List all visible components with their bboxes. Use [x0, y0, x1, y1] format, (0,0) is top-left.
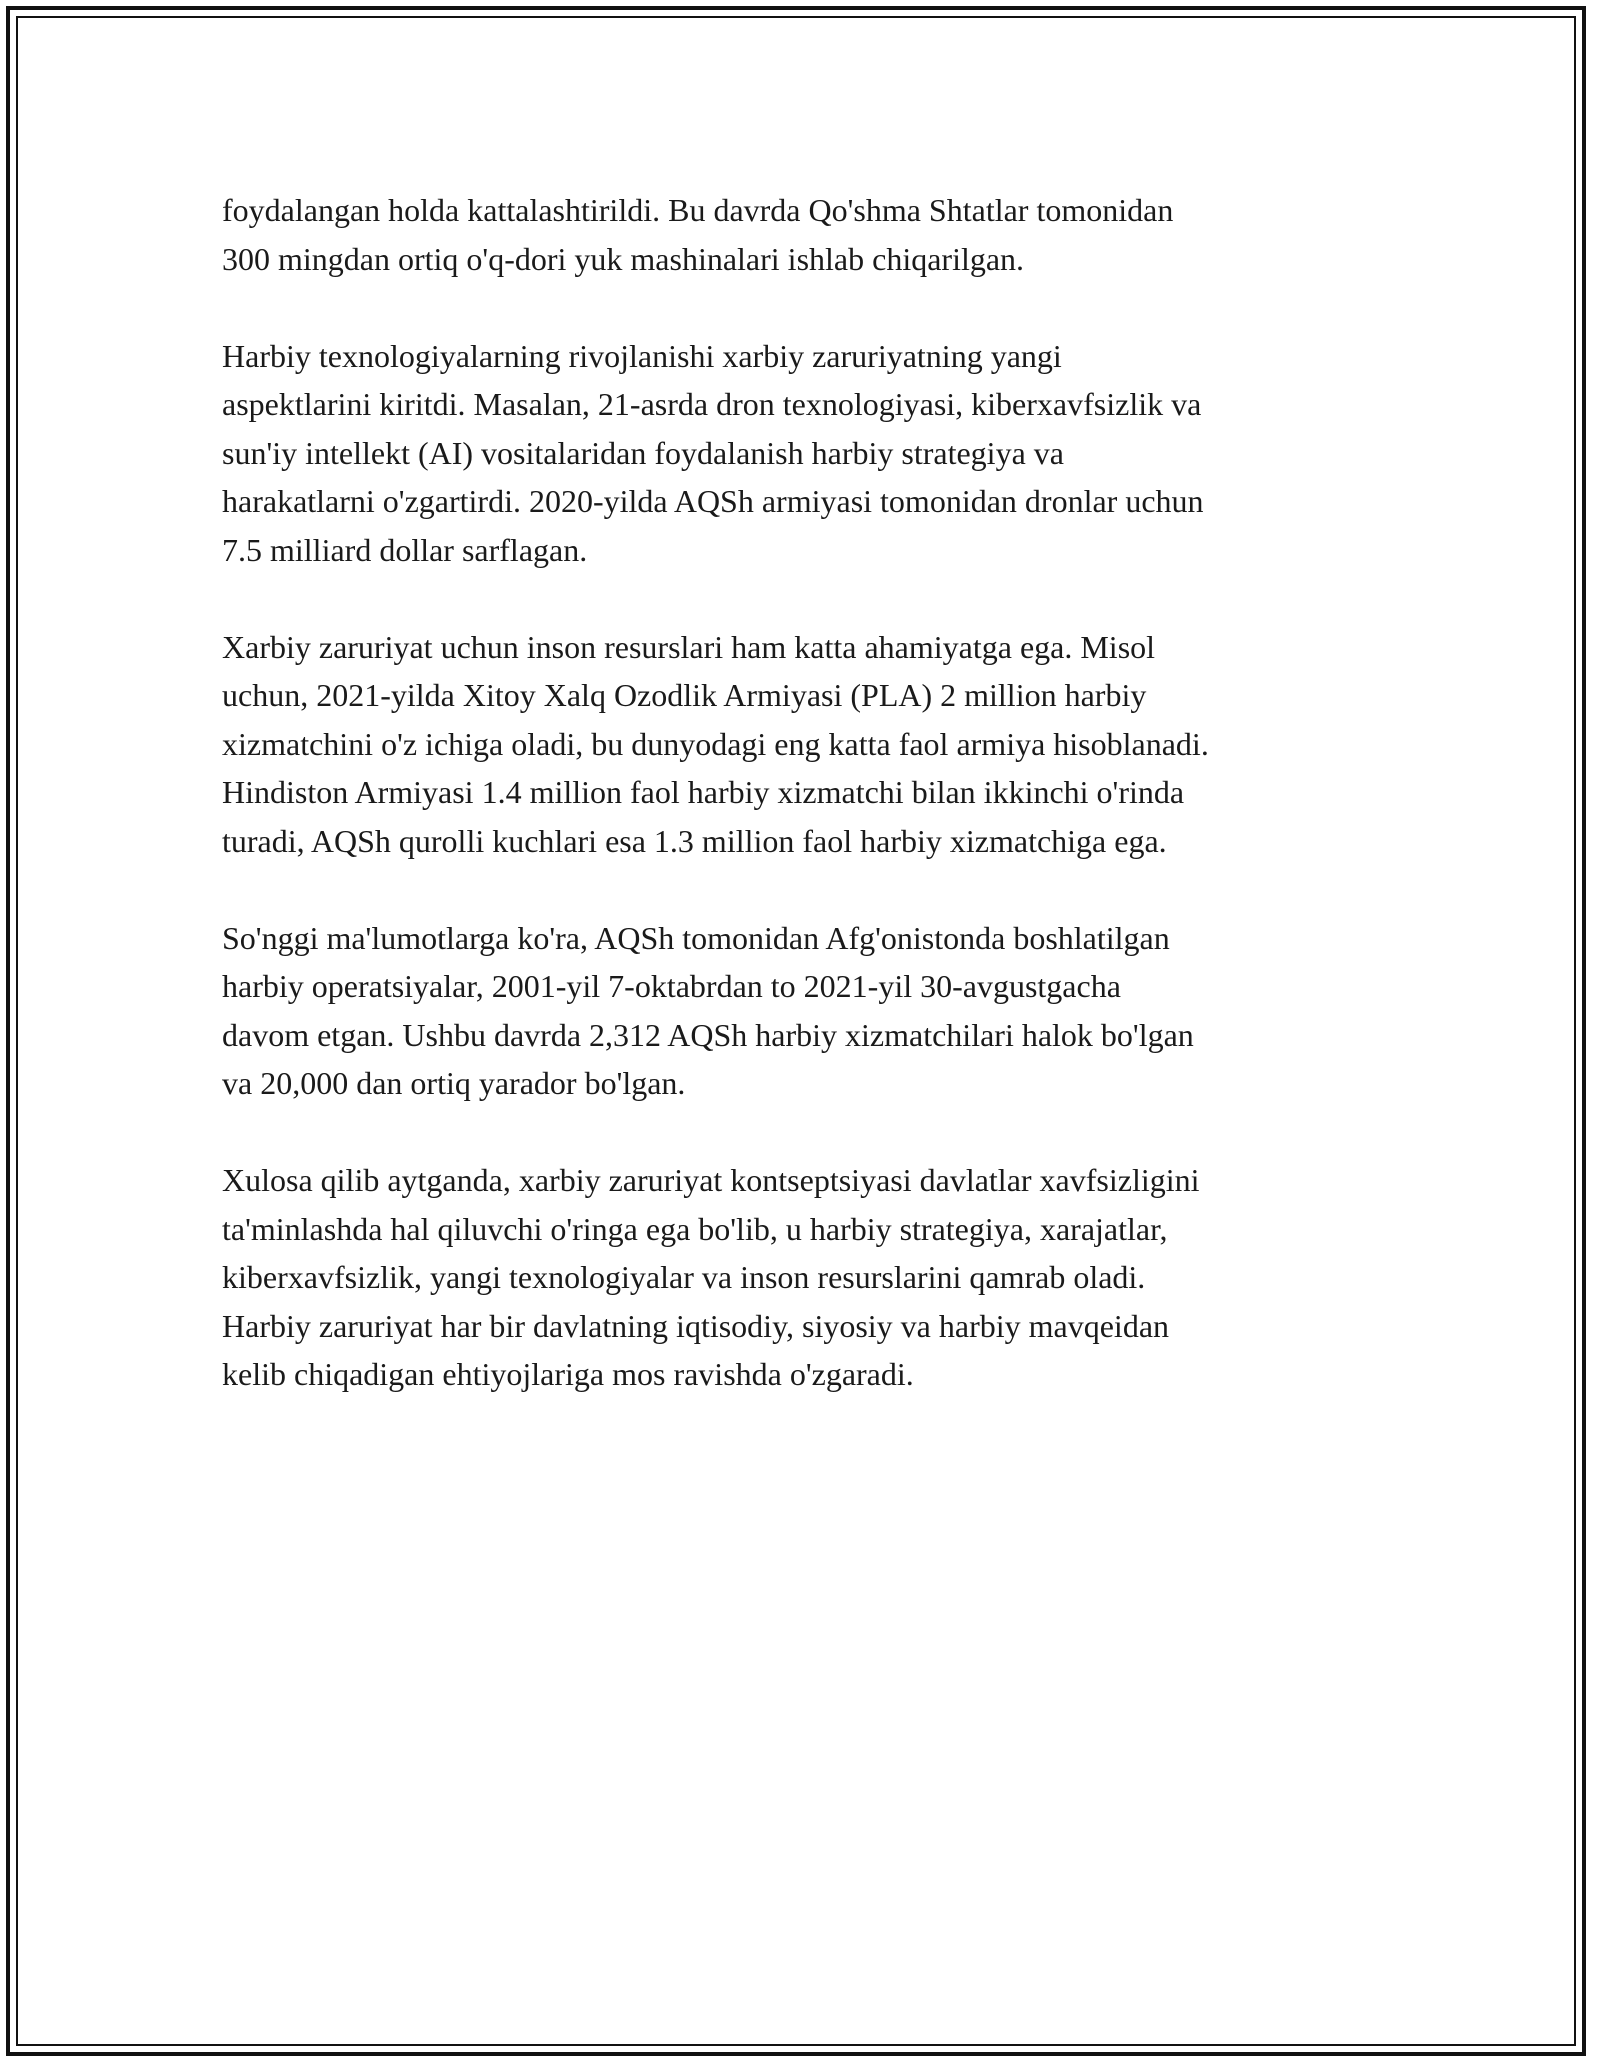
text-line: harbiy operatsiyalar, 2001-yil 7-oktabrdan to 2021-yil 30-avgustgacha [222, 968, 1121, 1004]
text-line: 300 mingdan ortiq o'q-dori yuk mashinalari ishlab chiqarilgan. [222, 240, 1025, 277]
paragraph-4 [222, 914, 1372, 1108]
text-line: kelib chiqadigan ehtiyojlariga mos ravishda o'zgaradi. [222, 1356, 914, 1392]
text-line: turadi, AQSh qurolli kuchlari esa 1.3 million faol harbiy xizmatchiga ega. [222, 822, 1167, 859]
text-line: harakatlarni o'zgartirdi. 2020-yilda AQSh armiyasi tomonidan dronlar uchun [222, 483, 1204, 519]
text-line: ta'minlashda hal qiluvchi o'ringa ega bo'lib, u harbiy strategiya, xarajatlar, [222, 1210, 1168, 1247]
text-line: Hindiston Armiyasi 1.4 million faol harbiy xizmatchi bilan ikkinchi o'rinda [222, 774, 1185, 810]
text-line: aspektlarini kiritdi. Masalan, 21-asrda dron texnologiyasi, kiberxavfsizlik va [222, 386, 1202, 422]
text-line: foydalangan holda kattalashtirildi. Bu davrda Qo'shma Shtatlar tomonidan [222, 192, 1174, 228]
document-body [222, 186, 1372, 1447]
paragraph-5 [222, 1156, 1372, 1399]
text-line: Harbiy zaruriyat har bir davlatning iqtisodiy, siyosiy va harbiy mavqeidan [222, 1307, 1170, 1344]
paragraph-2 [222, 332, 1372, 575]
text-line: xizmatchini o'z ichiga oladi, bu dunyodagi eng katta faol armiya hisoblanadi. [222, 725, 1209, 762]
text-line: va 20,000 dan ortiq yarador bo'lgan. [222, 1065, 686, 1101]
text-line: Xarbiy zaruriyat uchun inson resurslari ham katta ahamiyatga ega. Misol [222, 628, 1156, 665]
text-line: 7.5 milliard dollar sarflagan. [222, 531, 588, 568]
text-line: sun'iy intellekt (AI) vositalaridan foydalanish harbiy strategiya va [222, 434, 1064, 471]
text-line: Harbiy texnologiyalarning rivojlanishi xarbiy zaruriyatning yangi [222, 337, 1062, 374]
text-line: uchun, 2021-yilda Xitoy Xalq Ozodlik Armiyasi (PLA) 2 million harbiy [222, 677, 1147, 713]
paragraph-3 [222, 623, 1372, 866]
text-line: So'nggi ma'lumotlarga ko'ra, AQSh tomonidan Afg'onistonda boshlatilgan [222, 919, 1170, 956]
text-line: Xulosa qilib aytganda, xarbiy zaruriyat kontseptsiyasi davlatlar xavfsizligini [222, 1162, 1200, 1198]
paragraph-1 [222, 186, 1372, 283]
text-line: kiberxavfsizlik, yangi texnologiyalar va inson resurslarini qamrab oladi. [222, 1259, 1146, 1295]
text-line: davom etgan. Ushbu davrda 2,312 AQSh harbiy xizmatchilari halok bo'lgan [222, 1016, 1194, 1053]
